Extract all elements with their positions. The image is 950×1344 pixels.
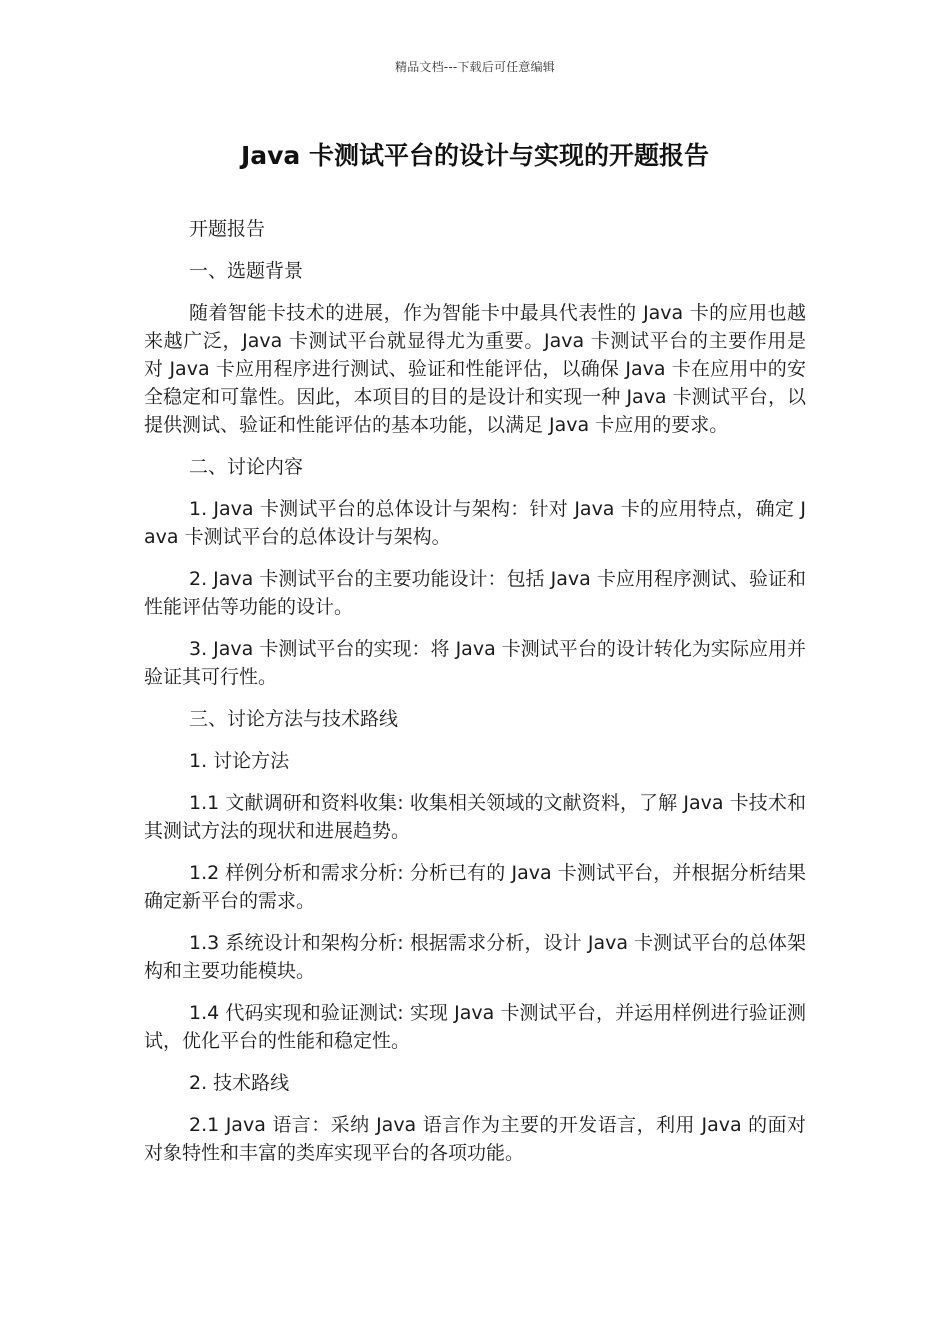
section-heading-background: 一、选题背景	[189, 260, 304, 282]
document-body	[144, 215, 806, 1181]
document-title: Java 卡测试平台的设计与实现的开题报告	[240, 141, 710, 170]
header-note: 精品文档---下载后可任意编辑	[395, 60, 555, 74]
paragraph-method-1-3: 1.3 系统设计和架构分析: 根据需求分析，设计 Java 卡测试平台的总体架构和主要功能模块。	[144, 932, 806, 982]
subheading-methods: 1. 讨论方法	[189, 750, 290, 772]
paragraph-tech-2-1: 2.1 Java 语言：采纳 Java 语言作为主要的开发语言，利用 Java 的面对对象特性和丰富的类库实现平台的各项功能。	[144, 1114, 806, 1164]
paragraph-content-1: 1. Java 卡测试平台的总体设计与架构：针对 Java 卡的应用特点，确定 Java 卡测试平台的总体设计与架构。	[144, 498, 806, 548]
paragraph-method-1-1: 1.1 文献调研和资料收集: 收集相关领域的文献资料，了解 Java 卡技术和其测试方法的现状和进展趋势。	[144, 792, 806, 842]
paragraph-method-1-2: 1.2 样例分析和需求分析: 分析已有的 Java 卡测试平台，并根据分析结果确定新平台的需求。	[144, 862, 806, 912]
subheading-tech-route: 2. 技术路线	[189, 1072, 290, 1094]
section-heading-methods: 三、讨论方法与技术路线	[189, 708, 399, 730]
paragraph-method-1-4: 1.4 代码实现和验证测试: 实现 Java 卡测试平台，并运用样例进行验证测试，优化平台的性能和稳定性。	[144, 1002, 806, 1052]
paragraph-content-2: 2. Java 卡测试平台的主要功能设计：包括 Java 卡应用程序测试、验证和性能评估等功能的设计。	[144, 568, 806, 618]
paragraph-background: 随着智能卡技术的进展，作为智能卡中最具代表性的 Java 卡的应用也越来越广泛，Java 卡测试平台就显得尤为重要。Java 卡测试平台的主要作用是对 Java 卡应用程序进行测试、验证和性能评估，以确保 Java 卡在应用中的安全稳定和可靠性。因此，本项目的目的是设计和实现一种 Java 卡测试平台，以提供测试、验证和性能评估的基本功能，以满足 Java 卡应用的要求。	[144, 302, 806, 436]
paragraph-content-3: 3. Java 卡测试平台的实现：将 Java 卡测试平台的设计转化为实际应用并验证其可行性。	[144, 638, 806, 688]
section-heading-content: 二、讨论内容	[189, 456, 304, 478]
section-label-report: 开题报告	[189, 218, 266, 240]
